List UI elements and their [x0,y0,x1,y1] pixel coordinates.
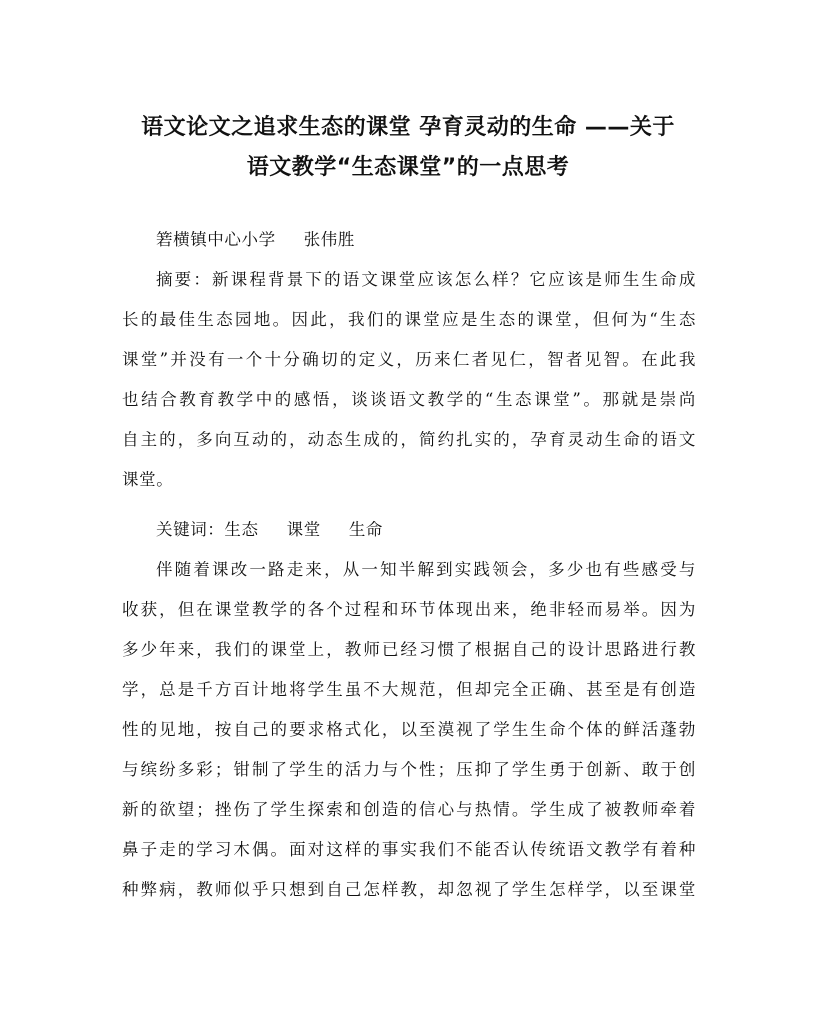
body-line: 鼻子走的学习木偶。面对这样的事实我们不能否认传统语文教学有着种 [122,840,696,859]
abstract-line: 课堂”并没有一个十分确切的定义，历来仁者见仁，智者见智。在此我 [122,350,696,369]
body-line: 种弊病，教师似乎只想到自己怎样教，却忽视了学生怎样学，以至课堂 [122,880,696,899]
author-line [156,228,696,252]
keyword: 生命 [348,520,384,539]
keywords-line [156,518,696,542]
body-line: 多少年来，我们的课堂上，教师已经习惯了根据自己的设计思路进行教 [122,640,696,659]
abstract-line: 课堂。 [122,470,174,489]
document-title-line-1: 语文论文之追求生态的课堂 孕育灵动的生命 ——关于 [141,115,675,140]
document-title-line-2: 语文教学“生态课堂”的一点思考 [246,155,570,180]
abstract-line: 自主的，多向互动的，动态生成的，简约扎实的，孕育灵动生命的语文 [122,430,696,449]
body-line: 与缤纷多彩；钳制了学生的活力与个性；压抑了学生勇于创新、敢于创 [122,760,696,779]
body-line: 伴随着课改一路走来，从一知半解到实践领会，多少也有些感受与 [156,560,696,579]
body-line: 新的欲望；挫伤了学生探索和创造的信心与热情。学生成了被教师牵着 [122,800,696,819]
keyword: 课堂 [286,520,321,539]
body-line: 学，总是千方百计地将学生虽不大规范，但却完全正确、甚至是有创造 [122,680,696,699]
keywords-label: 关键词：生态 [156,520,259,539]
abstract-line: 摘要：新课程背景下的语文课堂应该怎么样？它应该是师生生命成 [156,270,696,289]
abstract-line: 长的最佳生态园地。因此，我们的课堂应是生态的课堂，但何为“生态 [122,310,696,329]
body-line: 收获，但在课堂教学的各个过程和环节体现出来，绝非轻而易举。因为 [122,600,696,619]
author-school: 箬横镇中心小学 [156,230,276,249]
author-name: 张伟胜 [303,230,356,249]
abstract-line: 也结合教育教学中的感悟，谈谈语文教学的“生态课堂”。那就是崇尚 [122,390,696,409]
body-line: 性的见地，按自己的要求格式化，以至漠视了学生生命个体的鲜活蓬勃 [122,720,696,739]
